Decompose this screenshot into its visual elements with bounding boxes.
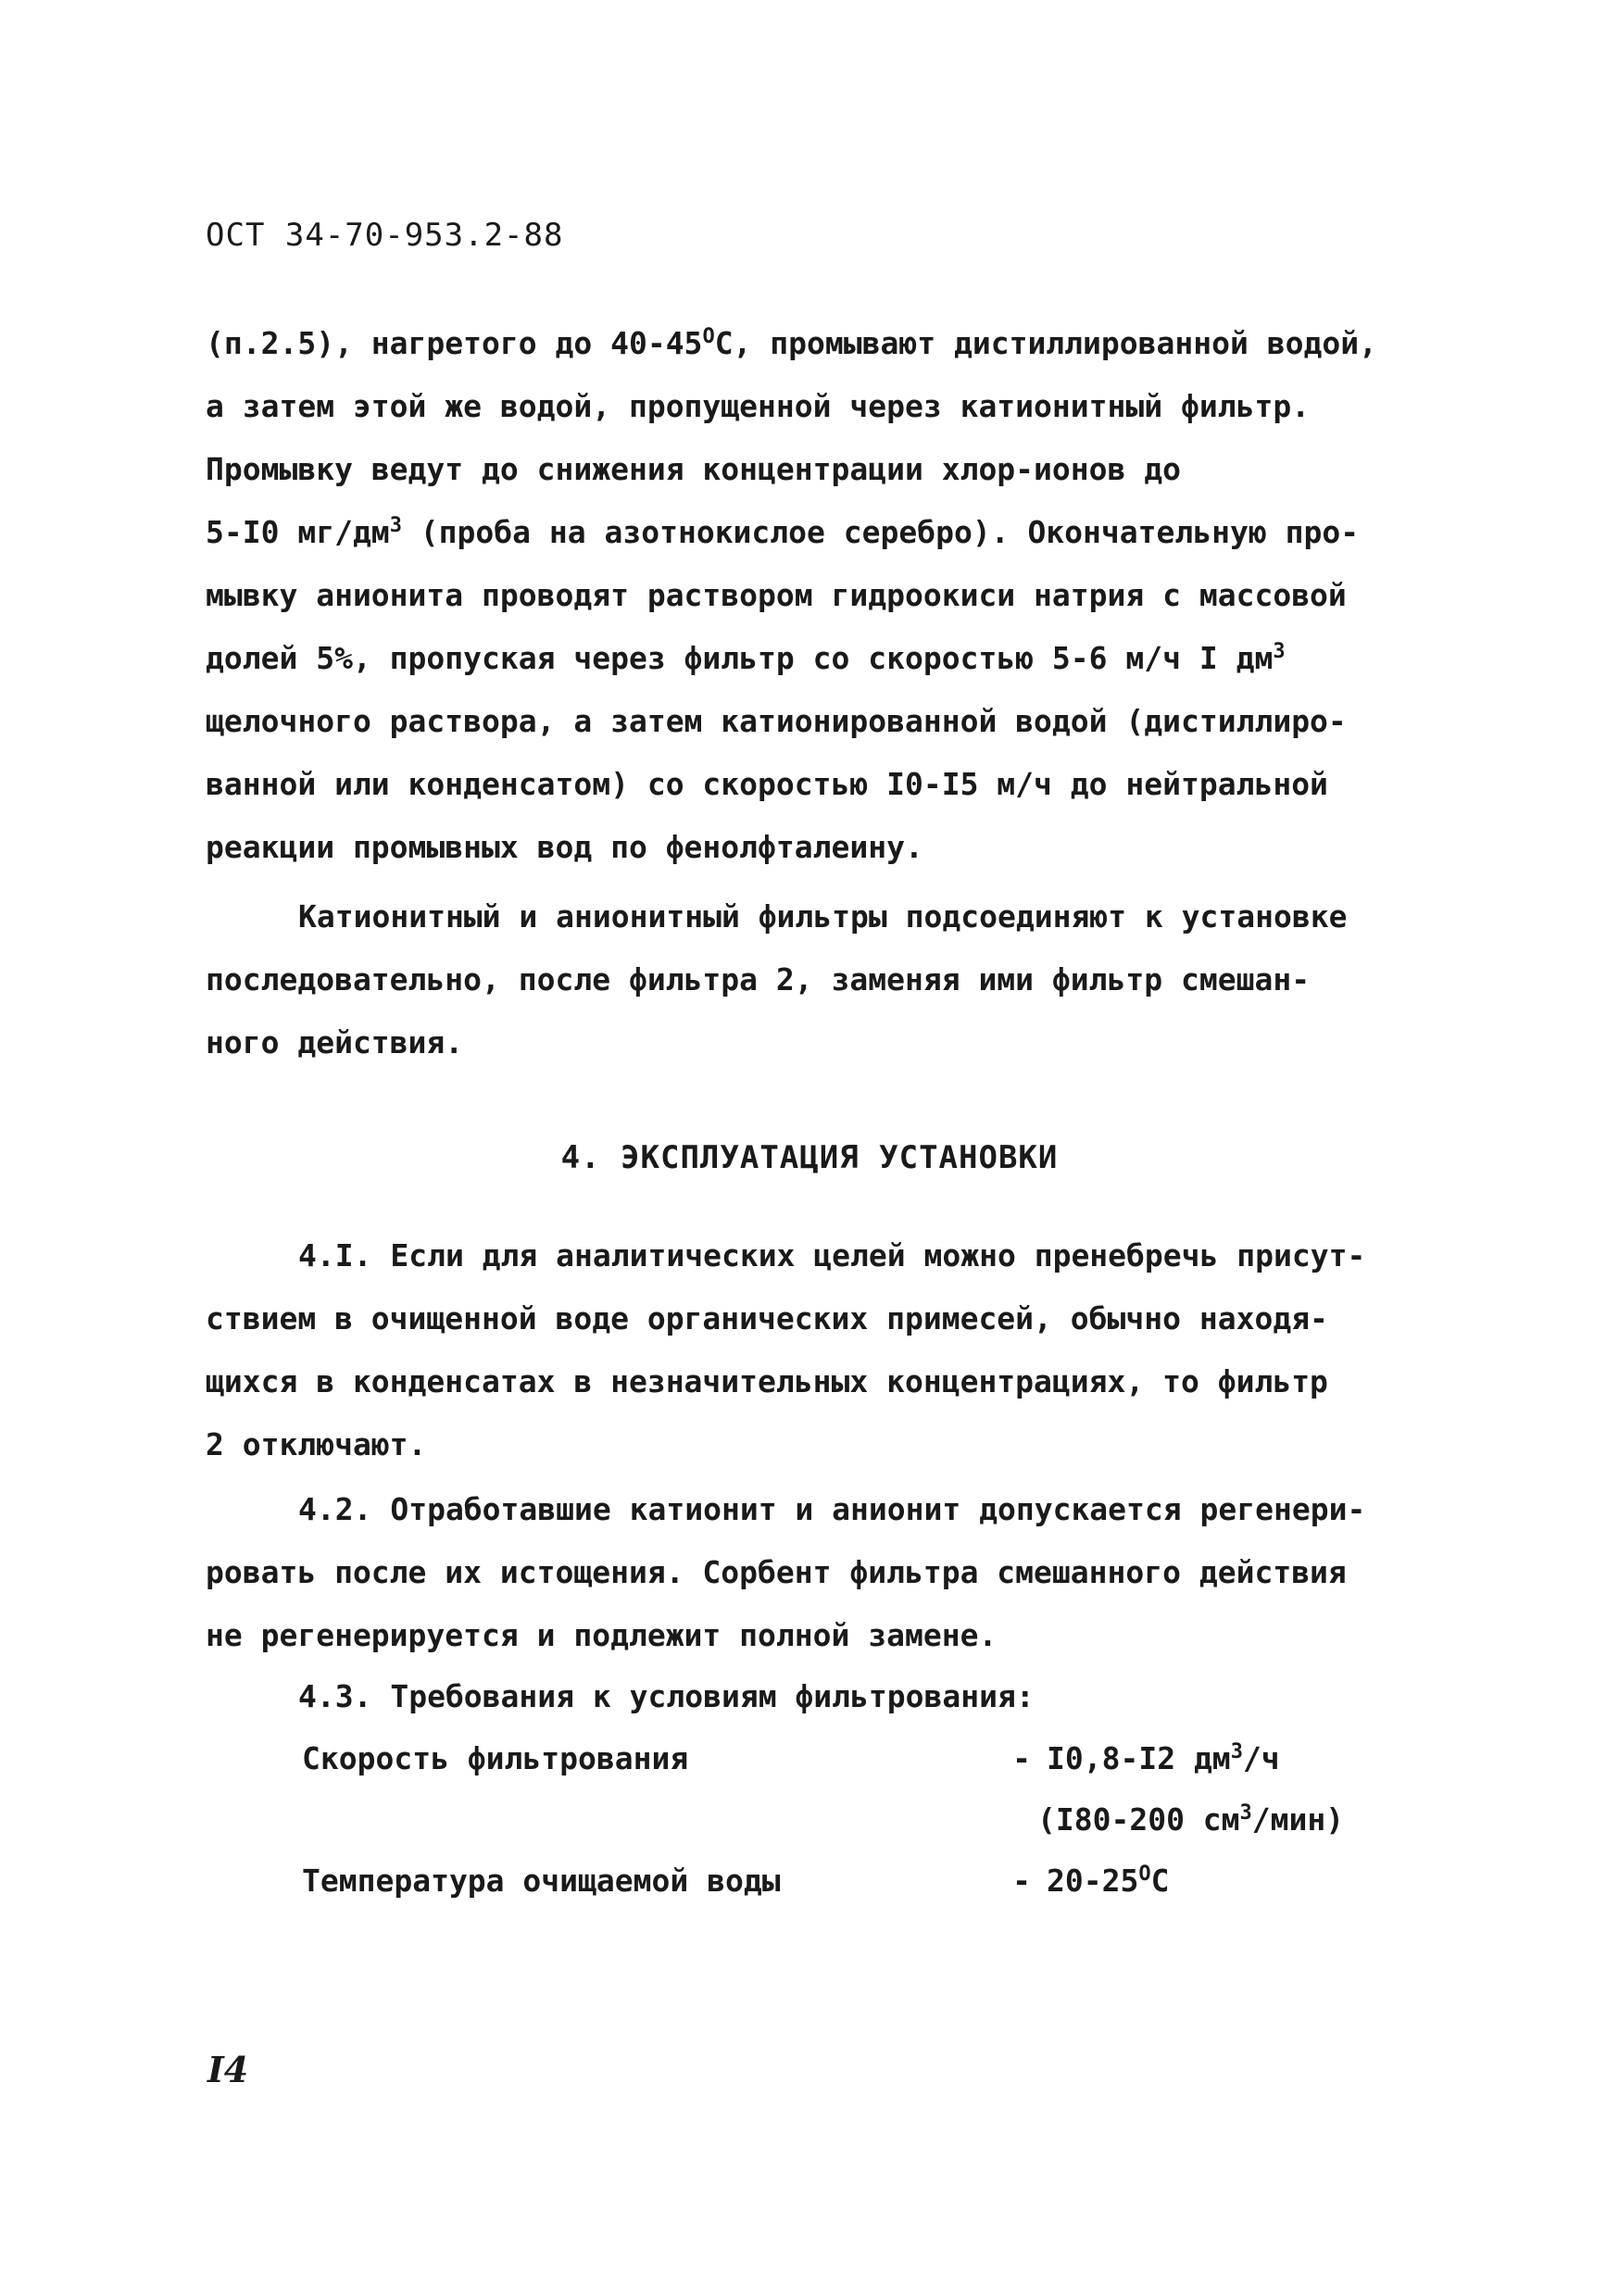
paragraph-filters-connection	[206, 885, 1447, 1074]
text-line: Катионитный и анионитный фильтры подсоединяют к установке	[298, 898, 1348, 935]
requirement-value-alt: (I80-200 $см^3/мин$)	[1037, 1800, 1345, 1838]
requirement-row-temperature	[302, 1850, 1469, 1911]
text-line: не регенерируется и подлежит полной замене.	[206, 1617, 998, 1653]
text-line: последовательно, после фильтра 2, заменяя ими фильтр смешан-	[206, 961, 1311, 997]
text-line: реакции промывных вод по фенолфталеину.	[206, 829, 923, 865]
filtration-requirements	[302, 1727, 1469, 1911]
text-line: ствием в очищенной воде органических примесей, обычно находя-	[206, 1300, 1328, 1336]
text-line: щелочного раствора, а затем катионированной водой (дистиллиро-	[206, 703, 1347, 739]
text-line: 4.I. Если для аналитических целей можно пренебречь присут-	[298, 1237, 1366, 1273]
text-line: щихся в конденсатах в незначительных концентрациях, то фильтр	[206, 1363, 1328, 1399]
requirement-name: Скорость фильтрования	[302, 1739, 689, 1776]
paragraph-4-1	[206, 1224, 1447, 1476]
requirement-value: $20-25^ОС$	[1047, 1862, 1170, 1899]
requirement-name: Температура очищаемой воды	[302, 1862, 781, 1899]
text-line: 4.3. Требования к условиям фильтрования:	[298, 1678, 1035, 1714]
text-line: 4.2. Отработавшие катионит и анионит допускается регенери-	[298, 1491, 1366, 1527]
text-line: (п.2.5), нагретого до $40-45^ОС$, промывают дистиллированной водой,	[206, 325, 1377, 361]
text-line: долей 5%, пропуская через фильтр со скоростью 5-6 м/ч I $дм^3$	[206, 640, 1286, 676]
paragraph-4-3	[206, 1665, 1447, 1728]
requirement-dash: -	[1012, 1739, 1031, 1776]
text-line: мывку анионита проводят раствором гидроокиси натрия с массовой	[206, 577, 1347, 613]
text-line: а затем этой же водой, пропущенной через катионитный фильтр.	[206, 388, 1311, 424]
paragraph-continuation	[206, 312, 1447, 879]
doc-code: ОСТ 34-70-953.2-88	[206, 217, 564, 254]
page-number: I4	[207, 2049, 249, 2090]
requirement-row-speed	[302, 1727, 1469, 1788]
requirement-row-speed-alt	[302, 1788, 1469, 1850]
requirement-dash: -	[1012, 1862, 1031, 1899]
text-line: ровать после их истощения. Сорбент фильтра смешанного действия	[206, 1554, 1347, 1590]
paragraph-4-2	[206, 1478, 1447, 1667]
text-line: Промывку ведут до снижения концентрации хлор-ионов до	[206, 451, 1181, 487]
requirement-value: I0,8-I2 $дм^3/ч$	[1047, 1739, 1280, 1776]
text-line: ного действия.	[206, 1024, 464, 1060]
text-line: 5-I0 $мг/дм^3$ (проба на азотнокислое серебро). Окончательную про-	[206, 514, 1360, 550]
section-title: 4. ЭКСПЛУАТАЦИЯ УСТАНОВКИ	[560, 1139, 1059, 1176]
text-line: ванной или конденсатом) со скоростью I0-I5 м/ч до нейтральной	[206, 766, 1328, 802]
text-line: 2 отключают.	[206, 1426, 427, 1462]
